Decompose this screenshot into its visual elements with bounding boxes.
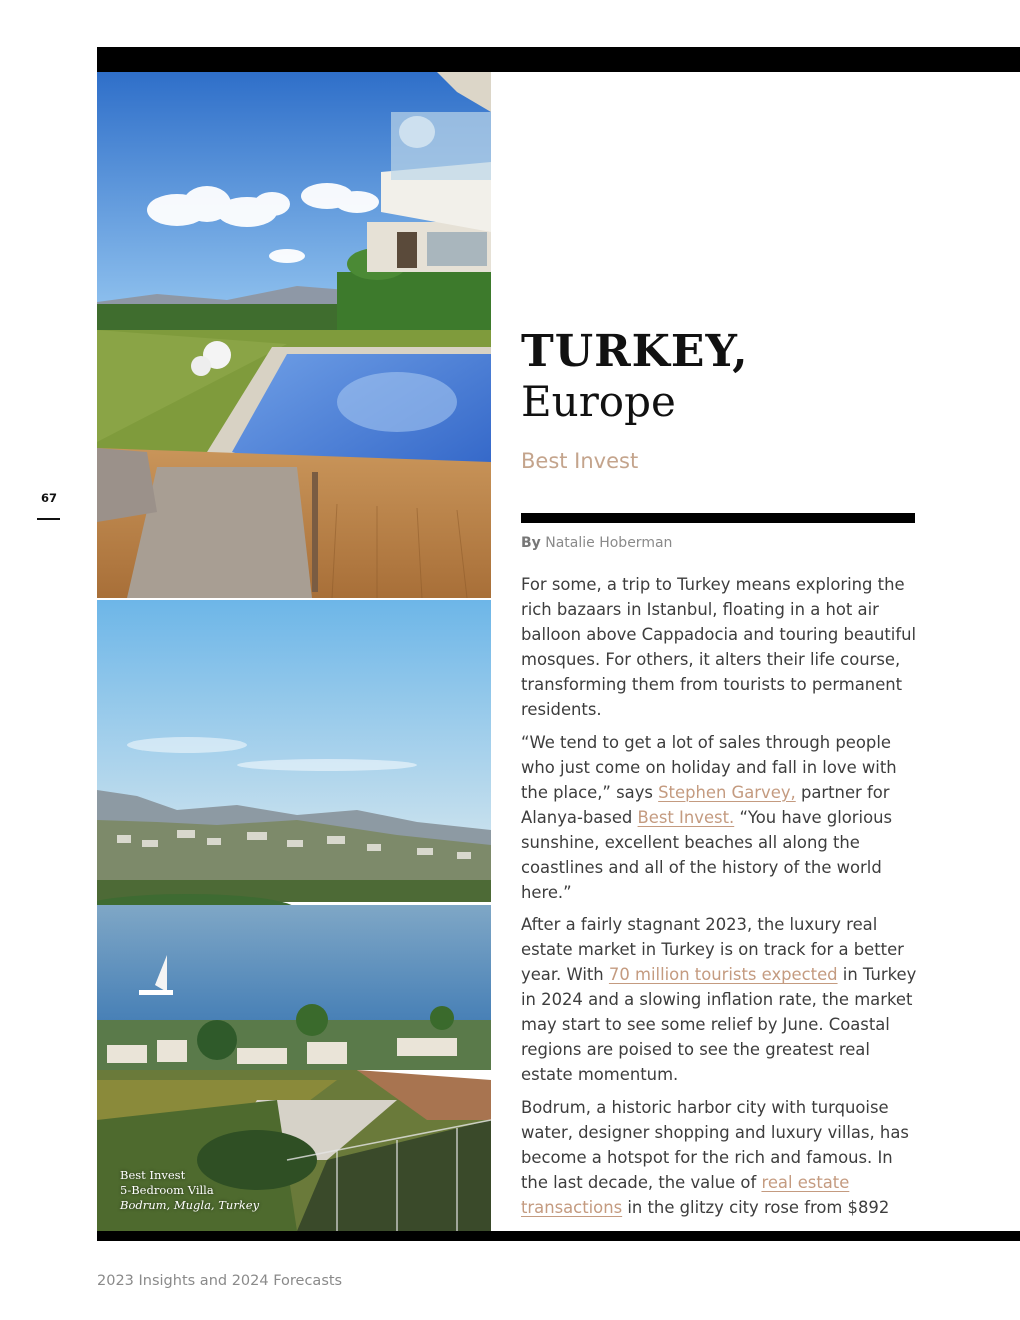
best-invest-link[interactable]: Best Invest. <box>637 807 735 827</box>
bottom-black-bar <box>97 1231 1020 1241</box>
bodrum-bay-photo <box>97 600 491 1231</box>
paragraph-2 <box>521 730 921 905</box>
byline <box>521 535 672 551</box>
paragraph-text: partner for Alanya-based <box>521 782 890 827</box>
paragraph-text: in the glitzy city rose from $892 <box>622 1197 890 1217</box>
stephen-garvey-link[interactable]: Stephen Garvey, <box>658 782 796 802</box>
paragraph-text: in Turkey in 2024 and a slowing inflation rate, the market may start to see some relief by June. Coastal regions are poised to see the greatest real estate momentum. <box>521 965 917 1084</box>
paragraph-text: For some, a trip to Turkey means exploring the rich bazaars in Istanbul, floating in a hot air balloon above Cappadocia and touring beautiful mosques. For others, it alters their life course, transforming them from tourists to permanent residents. <box>521 575 917 719</box>
byline-prefix: By <box>521 535 541 551</box>
page-number-rule <box>37 518 60 520</box>
author-name: Natalie Hoberman <box>545 535 673 551</box>
paragraph-3 <box>521 912 921 1087</box>
villa-pool-photo <box>97 72 491 598</box>
article-title-country: TURKEY, <box>521 326 749 377</box>
caption-company: Best Invest <box>120 1168 186 1182</box>
paragraph-text: “We tend to get a lot of sales through people who just come on holiday and fall in love with the place,” says <box>521 732 897 802</box>
title-divider <box>521 513 915 523</box>
tourists-expected-link[interactable]: 70 million tourists expected <box>608 965 838 984</box>
paragraph-text: After a fairly stagnant 2023, the luxury real estate market in Turkey is on track for a better year. With <box>521 915 904 984</box>
page-number: 67 <box>40 491 57 505</box>
article-title-region: Europe <box>521 377 676 426</box>
paragraph-4 <box>521 1095 921 1220</box>
caption-property: 5-Bedroom Villa <box>120 1183 214 1197</box>
caption-location: Bodrum, Mugla, Turkey <box>120 1198 260 1212</box>
photo-caption <box>120 1168 259 1213</box>
page-footer: 2023 Insights and 2024 Forecasts <box>97 1273 343 1289</box>
article-body <box>521 572 921 1227</box>
paragraph-text: “You have glorious sunshine, excellent beaches all along the coastlines and all of the history of the world here.” <box>521 807 893 902</box>
top-black-bar <box>97 47 1020 72</box>
real-estate-transactions-link[interactable]: real estate transactions <box>521 1172 850 1217</box>
paragraph-1 <box>521 572 921 722</box>
company-name: Best Invest <box>521 449 639 473</box>
paragraph-text: Bodrum, a historic harbor city with turquoise water, designer shopping and luxury villas, has become a hotspot for the rich and famous. In the last decade, the value of <box>521 1097 909 1192</box>
